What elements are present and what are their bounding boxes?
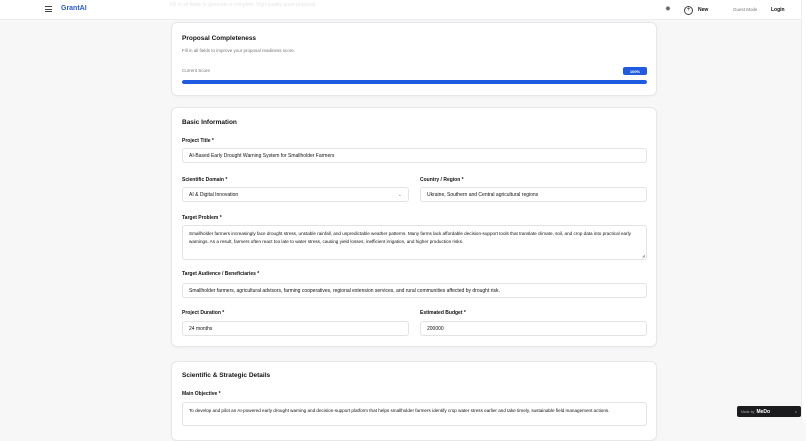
hamburger-icon[interactable]	[45, 6, 52, 12]
new-label: New	[698, 7, 709, 13]
target-audience-input[interactable]: Smallholder farmers, agricultural advisors, farming cooperatives, regional extension services, and rural communities affected by drought risk.	[182, 283, 647, 298]
country-label: Country / Region *	[420, 177, 464, 183]
main-objective-label: Main Objective *	[182, 391, 221, 397]
score-label: Current Score	[182, 68, 211, 73]
close-icon[interactable]: ×	[794, 409, 797, 414]
completeness-title: Proposal Completeness	[182, 35, 257, 42]
completeness-card	[171, 22, 657, 96]
score-progress-bar	[182, 80, 647, 84]
brand-logo[interactable]: GrantAI	[61, 5, 87, 12]
main-objective-textarea[interactable]	[182, 402, 647, 426]
estimated-budget-label: Estimated Budget *	[420, 310, 466, 316]
project-duration-input[interactable]: 24 months	[182, 321, 409, 336]
gear-icon[interactable]: ✹	[665, 6, 671, 13]
resize-grip-icon[interactable]: ◢	[641, 253, 645, 258]
scientific-domain-value: AI & Digital Innovation	[189, 191, 239, 198]
country-input[interactable]: Ukraine, Southern and Central agricultural regions	[420, 187, 647, 202]
score-progress-fill	[182, 80, 647, 84]
right-edge-panel	[801, 0, 806, 421]
basic-title: Basic Information	[182, 119, 237, 126]
score-badge: 100%	[623, 67, 647, 75]
target-problem-label: Target Problem *	[182, 215, 222, 221]
new-button[interactable]	[684, 4, 708, 16]
made-by-badge[interactable]	[737, 406, 801, 417]
project-title-input[interactable]: AI-Based Early Drought Warning System for Smallholder Farmers	[182, 148, 647, 163]
target-audience-label: Target Audience / Beneficiaries *	[182, 271, 260, 277]
header-faint-text: Fill in all fields to generate a complete, high-quality grant proposal.	[170, 2, 317, 8]
main-objective-text: To develop and pilot an AI-powered early drought warning and decision-support platform that helps smallholder farmers identify crop water stress earlier and take timely, sustainable field management actions.	[189, 408, 610, 413]
scientific-domain-label: Scientific Domain *	[182, 177, 228, 183]
guest-mode-label: Guest Mode	[733, 7, 758, 12]
chevron-down-icon: ⌄	[397, 192, 402, 198]
medo-logo: MeDo	[756, 408, 771, 415]
estimated-budget-input[interactable]: 200000	[420, 321, 647, 336]
scientific-domain-select[interactable]	[182, 187, 409, 202]
target-problem-text: Smallholder farmers increasingly face drought stress, unstable rainfall, and unpredictable weather patterns. Many farms lack affordable decision-support tools that translate climate, soil, and crop data into practical early warnings. As a result, farmers often react too late to water stress, causing yield losses, inefficient irrigation, and higher production risks.	[189, 231, 631, 244]
basic-information-card	[171, 107, 657, 347]
completeness-subtitle: Fill in all fields to improve your proposal readiness score.	[182, 48, 296, 53]
target-problem-textarea[interactable]	[182, 225, 647, 260]
project-duration-label: Project Duration *	[182, 310, 225, 316]
project-title-label: Project Title *	[182, 138, 214, 144]
made-by-prefix: Made by	[741, 409, 755, 414]
login-button[interactable]: Login	[771, 7, 785, 13]
top-bar	[0, 0, 806, 20]
plus-circle-icon: +	[684, 6, 693, 15]
strategic-details-card	[171, 361, 657, 441]
strategic-title: Scientific & Strategic Details	[182, 372, 271, 379]
